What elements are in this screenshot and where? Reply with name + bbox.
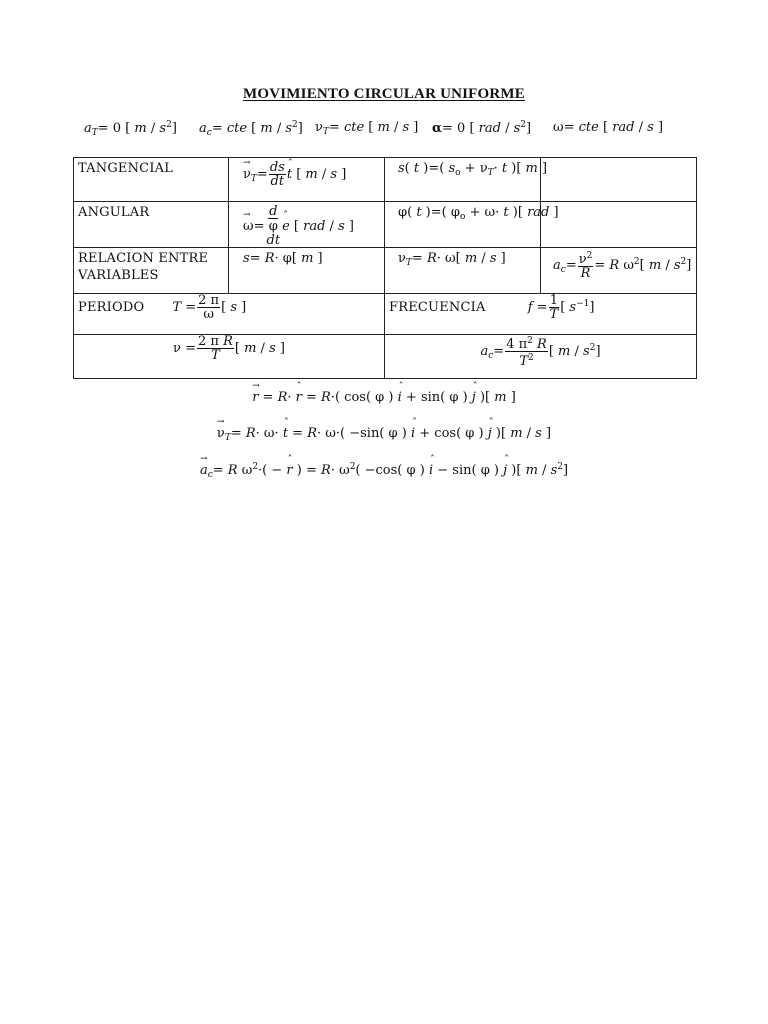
tangential-acceleration-constant: $a_T= 0$ [ m / $s^2$] [84, 120, 177, 138]
angular-velocity-constant: ω= cte [ rad / s ] [553, 120, 664, 135]
centripetal-acceleration-constant: $a_c=$ cte [ m / $s^2$] [199, 120, 303, 138]
formula-table [73, 157, 697, 379]
angular-velocity-formula: → ω= d φ dt ˆ e [ rad / s ] [243, 219, 354, 234]
position-vector-equation: → r = R· ˆ r = R·( cos( φ ) ˆ i + sin( φ ) ˆ j )[ m ] [0, 386, 768, 405]
velocity-period-formula: ν = $\frac{\text{2 π R}}{T}$ [ m / s ] [173, 334, 285, 363]
centripetal-acceleration-relation: $a_c=$ $\frac{\nu^2}{R}$ = R $\omega^2$[ m / $s^2$] [553, 251, 692, 281]
position-time-formula: s( t )=( $s_o + \nu_T\cdot t$ )[ m ] [398, 161, 548, 178]
table-row-periodo [74, 294, 697, 335]
label-periodo: PERIODO [78, 300, 145, 315]
label-relacion-line2: VARIABLES [78, 268, 159, 283]
arc-length-relation: s= R· φ[ m ] [243, 251, 323, 266]
constants-row [0, 118, 768, 142]
label-tangencial: TANGENCIAL [78, 161, 174, 176]
velocity-vector-equation: → $\nu_T= R\cdot \omega\cdot$ ˆ t = R· ω·( −sin( φ ) ˆ i + cos( φ ) ˆ j )[ m / s ] [0, 422, 768, 443]
tangential-velocity-constant: $\nu_T=$ cte [ m / s ] [315, 120, 419, 137]
table-row-derived [74, 335, 697, 379]
table-row-angular [74, 202, 697, 248]
angular-acceleration-constant: α= 0 [ rad / $s^2$] [432, 120, 532, 136]
document-title: MOVIMIENTO CIRCULAR UNIFORME [243, 86, 525, 102]
table-row-relacion [74, 248, 697, 294]
frequency-formula: f = $\frac{1}{T}$ [ $s^{-1}$] [527, 293, 595, 322]
label-frecuencia: FRECUENCIA [389, 300, 486, 315]
period-formula: T = $\frac{2 \pi}{\omega}$ [ s ] [172, 293, 247, 322]
acceleration-vector-equation: → $a_c= R$ $\omega^2\cdot$( − ˆ r ) = $R\cdot \omega^2( -\cos$( φ ) ˆ i − sin( φ ) ˆ j )[ m / $s^2$] [0, 459, 768, 480]
label-angular: ANGULAR [78, 205, 150, 220]
angle-time-formula: φ( t )=( $\varphi_o + \omega\cdot t$ )[ rad ] [398, 205, 559, 222]
linear-angular-velocity-relation: $\nu_T= R\cdot \omega$[ m / s ] [398, 251, 506, 268]
label-relacion-line1: RELACION ENTRE [78, 251, 209, 266]
centripetal-period-formula: $a_c=$ $\frac{4 \pi^2 R}{T^2}$ [ m / $s^2$] [480, 336, 601, 369]
table-row-tangencial [74, 158, 697, 202]
tangential-velocity-formula: → $\nu_T=$ $\frac{ds}{dt}$ ˆ t [ m / s ] [243, 167, 346, 182]
